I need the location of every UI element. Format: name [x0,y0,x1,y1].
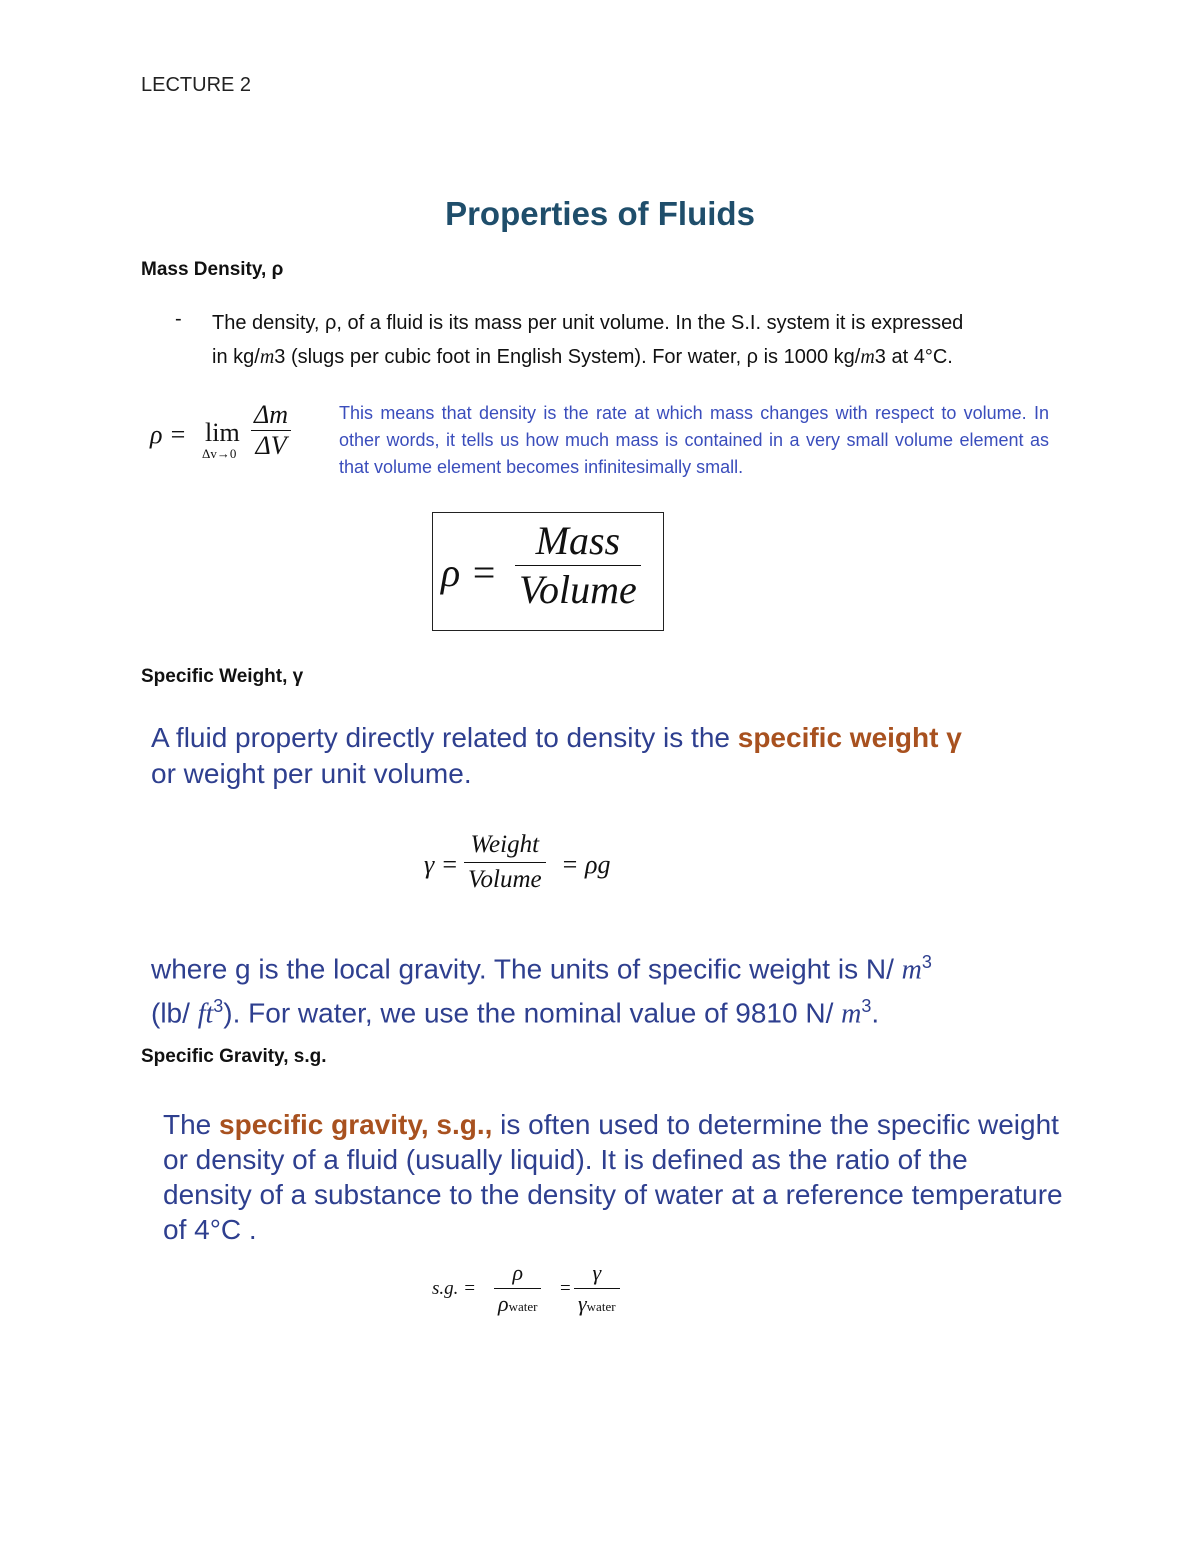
intro-text: A fluid property directly related to density is the [151,722,738,753]
bullet-dash: - [175,308,182,330]
limit-formula [150,398,310,470]
box-numerator: Mass [535,518,621,563]
limit-lhs: ρ = [150,420,187,449]
sw-numerator: Weight [470,831,540,858]
limit-denominator: ΔV [251,430,290,461]
sw-denominator: Volume [464,862,546,897]
units-line-1 [151,944,1071,988]
box-fraction [515,517,641,614]
density-formula-box [432,512,664,631]
specific-weight-heading: Specific Weight, γ [141,666,304,687]
specific-weight-formula [424,828,654,904]
limit-explanation: This means that density is the rate at which mass changes with respect to volume. In other words, it tells us how much mass is contained in a very small volume element as that volume element becomes infinitesimally small. [339,403,1049,477]
units-line-2 [151,988,1071,1032]
sg-fraction-1 [494,1258,541,1322]
superscript: 3 [921,952,932,972]
unit-ft: ft [197,998,214,1030]
sg-text: The [163,1109,220,1140]
water-subscript: water [586,1299,616,1314]
unit-m: m [901,954,922,986]
specific-gravity-formula [432,1258,652,1324]
units-text: (lb/ [151,997,198,1029]
mass-density-heading: Mass Density, ρ [141,259,284,280]
specific-weight-intro [151,720,1071,792]
units-text: . [871,997,880,1029]
limit-fraction [250,400,292,461]
sw-rhs: = ρg [561,850,611,879]
limit-subscript: Δv→0 [202,446,237,461]
bullet-line2-part-b: 3 (slugs per cubic foot in English System). For water, ρ is 1000 kg/ [274,346,861,368]
intro-line-2: or weight per unit volume. [151,758,472,789]
superscript: 3 [861,996,872,1017]
sg-den-2 [574,1288,620,1322]
sw-lhs: γ = [424,850,459,879]
bullet-line-1: The density, ρ, of a fluid is its mass per unit volume. In the S.I. system it is expressed [212,312,964,334]
unit-m: m [841,998,862,1030]
unit-m: m [860,346,875,368]
bullet-line2-part-c: 3 at 4°C. [874,346,953,368]
sg-fraction-2 [574,1258,620,1322]
sg-den-1 [494,1288,541,1322]
sg-lhs: s.g. = [432,1278,476,1299]
gamma-symbol: γ [578,1291,587,1316]
units-text: ). For water, we use the nominal value of 9810 N/ [223,997,842,1029]
specific-gravity-text [163,1107,1063,1247]
units-text: where g is the local gravity. The units of specific weight is N/ [151,953,902,985]
limit-numerator: Δm [254,400,289,429]
rho-symbol: ρ [498,1291,509,1316]
sg-equals: = [560,1278,571,1299]
water-subscript: water [508,1299,538,1314]
specific-gravity-heading: Specific Gravity, s.g. [141,1046,327,1067]
page-title: Properties of Fluids [445,195,755,232]
sg-accent: specific gravity, s.g., [219,1109,493,1140]
superscript: 3 [213,996,224,1017]
specific-weight-units [151,944,1071,1033]
intro-line-1 [151,720,1071,756]
sw-fraction [464,828,546,897]
sg-num-1: ρ [512,1260,523,1285]
bullet-line-2 [212,340,1072,374]
bullet-line2-part-a: in kg/ [212,346,260,368]
unit-m: m [259,346,275,368]
box-formula-lhs: ρ = [441,550,498,595]
intro-accent: specific weight γ [737,722,962,753]
limit-lim: lim [205,418,240,447]
mass-density-bullet [212,306,1072,374]
sg-text: is often used to determine the specific weight or density of a fluid (usually liquid). It is defined as the ratio of the density of a substance to the density of water at a reference temperature of 4°C . [163,1109,1063,1245]
sg-num-2: γ [592,1260,602,1285]
box-denominator: Volume [515,565,641,614]
lecture-label: LECTURE 2 [141,74,252,96]
